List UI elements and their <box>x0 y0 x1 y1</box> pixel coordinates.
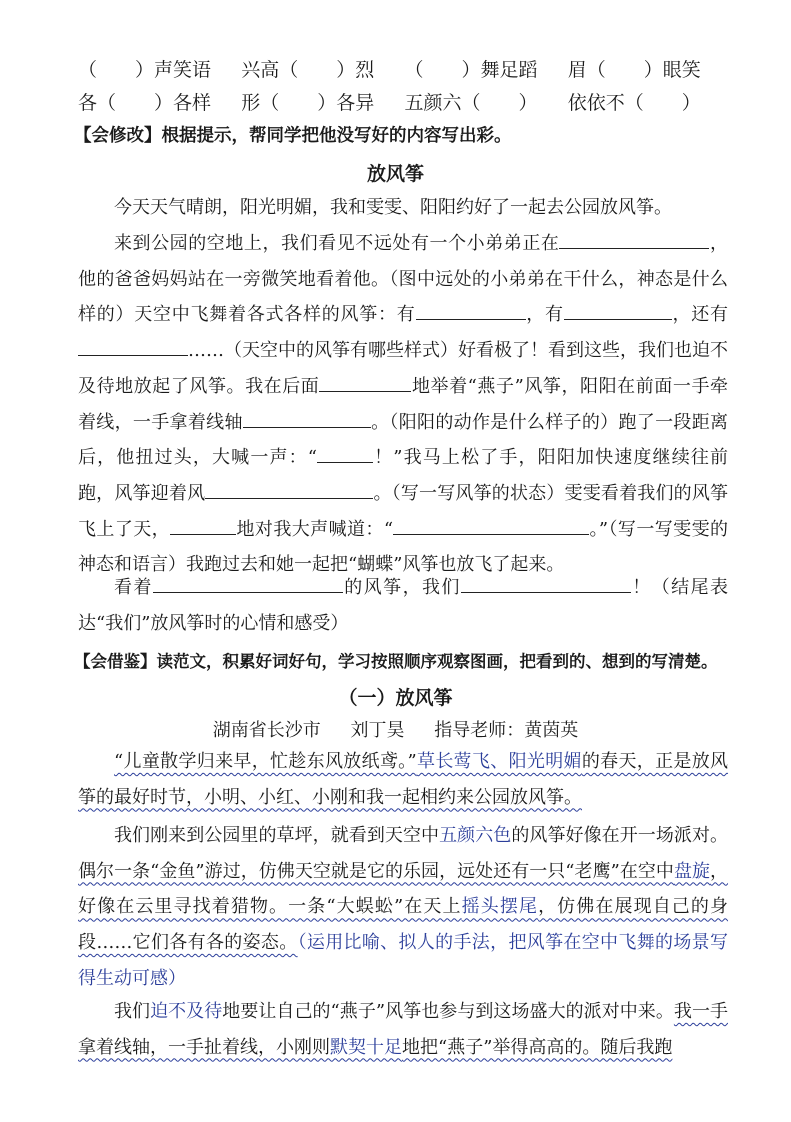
sample-paragraph-2 <box>78 818 728 997</box>
answer-blank[interactable] <box>559 230 709 249</box>
text-segment: ，还有 <box>671 304 728 326</box>
answer-blank[interactable] <box>393 516 589 535</box>
revise-paragraph-3 <box>78 570 728 641</box>
sample-paragraph-3 <box>78 994 728 1065</box>
author-school: 湖南省长沙市 <box>212 720 321 741</box>
answer-blank[interactable] <box>564 301 672 320</box>
answer-blank[interactable] <box>416 301 526 320</box>
revise-paragraph-1: 今天天气晴朗，阳光明媚，我和雯雯、阳阳约好了一起去公园放风筝。 <box>114 197 672 218</box>
text-segment: 我们刚来到公园里的草坪，就看到天空中 <box>114 825 440 846</box>
idiom-blank[interactable]: 形（ ）各异 <box>241 92 375 114</box>
text-segment: 。（阳阳的动作是什么样子的）跑了一段距离后，他扭过头，大喊一声：“ <box>78 411 729 469</box>
idiom-blank[interactable]: （ ）声笑语 <box>78 59 212 81</box>
answer-blank[interactable] <box>317 444 373 463</box>
text-segment: ，他的爸爸妈妈站在一旁微笑地看着他。（图中远处的小弟弟在干什么，神态是什么样的）天空中飞舞着各式各样的风筝：有 <box>78 233 728 326</box>
borrow-title: （一）放风筝 <box>338 687 453 709</box>
text-segment: 我们 <box>114 1001 151 1022</box>
revise-paragraph-2 <box>78 226 728 583</box>
text-segment: 地要让自己的“燕子”风筝也参与到这场盛大的派对中来。 <box>222 1001 674 1022</box>
text-segment <box>78 751 728 808</box>
text-segment: 地把“燕子”举得高高的。随后我跑 <box>402 1036 673 1058</box>
text-segment: ，有 <box>525 304 564 326</box>
revise-title: 放风筝 <box>366 163 424 185</box>
text-segment: 看着 <box>114 577 153 598</box>
text-segment: ！”我马上松了手，阳阳加快速度继续往前跑，风筝迎着风 <box>78 447 729 504</box>
revise-heading: 【会修改】根据提示，帮同学把他没写好的内容写出彩。 <box>74 126 512 146</box>
good-words: 五颜六色 <box>439 825 512 846</box>
answer-blank[interactable] <box>243 409 371 428</box>
text-segment: 的风筝好像在开一场派对。 <box>511 825 729 846</box>
text-segment: 来到公园的空地上，我们看见不远处有一个小弟弟正在 <box>114 233 560 254</box>
text-segment: 地举着“燕子”风筝，阳阳在前面一手牵着线，一手拿着线轴 <box>78 375 729 433</box>
poem-quote: “儿童散学归来早，忙趁东风放纸鸢。” <box>114 751 417 772</box>
good-words: 草长莺飞、阳光明媚 <box>416 751 582 772</box>
text-segment: 我一手拿着线轴，一手扯着线，小刚则 <box>78 1001 728 1058</box>
idiom-blank[interactable]: 依依不（ ） <box>567 92 701 114</box>
annotation-note: （运用比喻、拟人的手法，把风筝在空中飞舞的场景写得生动可感） <box>78 932 729 989</box>
idiom-blank[interactable]: 各（ ）各样 <box>78 92 212 114</box>
text-segment: ……（天空中的风筝有哪些样式）好看极了！看到这些，我们也迫不及待地放起了风筝。我在后面 <box>78 340 728 397</box>
text-segment: 的春天，正是放风筝的最好时节，小明、小红、小刚和我一起相约来公园放风筝。 <box>78 751 729 808</box>
sample-paragraph-1 <box>78 744 728 815</box>
idiom-blank[interactable]: 五颜六（ ） <box>404 92 538 114</box>
text-segment: ，好像在云里寻找着猎物。一条“大蜈蚣”在天上 <box>78 860 729 918</box>
answer-blank[interactable] <box>78 337 188 356</box>
idiom-blank[interactable]: （ ）舞足蹈 <box>404 59 538 81</box>
answer-blank[interactable] <box>170 516 236 535</box>
author-name: 刘丁昊 <box>350 720 405 741</box>
good-words: 盘旋 <box>673 860 711 882</box>
text-segment: ！（结尾表达“我们”放风筝时的心情和感受） <box>78 577 729 634</box>
answer-blank[interactable] <box>319 373 411 392</box>
answer-blank[interactable] <box>461 574 631 593</box>
idiom-row-2 <box>78 89 731 117</box>
text-segment: 的风筝，我们 <box>342 577 461 598</box>
answer-blank[interactable] <box>153 574 343 593</box>
author-teacher: 指导老师：黄茵英 <box>434 720 579 741</box>
idiom-blank[interactable]: 兴高（ ）烈 <box>241 59 375 81</box>
idiom-blank[interactable]: 眉（ ）眼笑 <box>567 59 701 81</box>
good-words: 默契十足 <box>330 1036 402 1058</box>
text-segment: 。”（写一写雯雯的神态和语言）我跑过去和她一起把“蝴蝶”风筝也放飞了起来。 <box>78 518 729 576</box>
text-segment: 偶尔一条“金鱼”游过，仿佛天空就是它的乐园，远处还有一只“老鹰”在空中 <box>78 860 674 882</box>
good-words: 迫不及待 <box>150 1001 223 1022</box>
text-segment: ，仿佛在展现自己的身段……它们各有各的姿态。 <box>78 896 729 954</box>
text-segment: 地对我大声喊道：“ <box>236 518 394 540</box>
answer-blank[interactable] <box>205 480 373 499</box>
good-words: 摇头摆尾 <box>461 896 539 918</box>
author-line <box>0 716 791 742</box>
text-segment: 。（写一写风筝的状态）雯雯看着我们的风筝飞上了天， <box>78 482 728 540</box>
idiom-row-1 <box>78 56 731 84</box>
borrow-heading: 【会借鉴】读范文，积累好词好句，学习按照顺序观察图画，把看到的、想到的写清楚。 <box>74 652 718 671</box>
